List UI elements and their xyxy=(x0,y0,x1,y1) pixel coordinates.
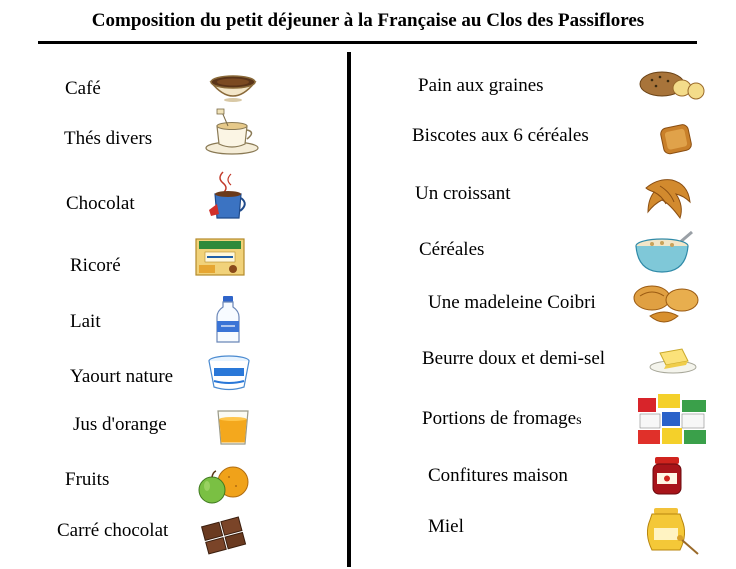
item-biscotes: Biscotes aux 6 céréales xyxy=(412,125,589,146)
jam-jar-icon xyxy=(648,455,686,497)
hot-chocolate-mug-icon xyxy=(205,170,249,222)
item-chocolat: Chocolat xyxy=(66,193,135,214)
item-beurre: Beurre doux et demi-sel xyxy=(422,348,606,369)
honey-pot-icon xyxy=(642,506,700,556)
item-fruits: Fruits xyxy=(65,469,110,490)
seed-bread-icon xyxy=(638,66,706,104)
croissant-icon xyxy=(640,174,698,222)
title-underline xyxy=(38,41,697,44)
chocolate-squares-icon xyxy=(198,513,252,553)
page-title: Composition du petit déjeuner à la Française au Clos des Passiflores xyxy=(91,10,645,31)
item-fromages-label: Portions de fromage xyxy=(422,408,577,429)
tea-cup-icon xyxy=(203,108,261,156)
ricore-box-icon xyxy=(193,236,247,278)
item-cafe: Café xyxy=(65,78,101,99)
item-carre-chocolat: Carré chocolat xyxy=(57,520,169,541)
orange-juice-glass-icon xyxy=(215,409,251,447)
item-confitures: Confitures maison xyxy=(428,465,568,486)
madeleine-icon xyxy=(630,280,704,330)
item-cereales: Céréales xyxy=(419,239,485,260)
item-pain-aux-graines: Pain aux graines xyxy=(418,75,544,96)
coffee-bowl-icon xyxy=(208,70,258,104)
item-miel: Miel xyxy=(428,516,464,537)
cereal-bowl-icon xyxy=(632,230,696,276)
fruits-icon xyxy=(195,462,251,506)
column-divider xyxy=(347,52,351,567)
yogurt-pot-icon xyxy=(206,354,252,392)
item-lait: Lait xyxy=(70,311,101,332)
cheese-portions-icon xyxy=(636,392,710,448)
item-madeleine: Une madeleine Coibri xyxy=(428,292,596,313)
item-ricore: Ricoré xyxy=(70,255,121,276)
milk-bottle-icon xyxy=(215,295,241,345)
butter-dish-icon xyxy=(648,343,698,375)
item-fromages-suffix: s xyxy=(576,413,582,428)
item-croissant: Un croissant xyxy=(415,183,511,204)
item-thes-divers: Thés divers xyxy=(64,128,153,149)
item-fromages xyxy=(422,408,582,430)
item-jus-orange: Jus d'orange xyxy=(73,414,167,435)
item-yaourt-nature: Yaourt nature xyxy=(70,366,174,387)
toast-rusk-icon xyxy=(656,120,698,158)
